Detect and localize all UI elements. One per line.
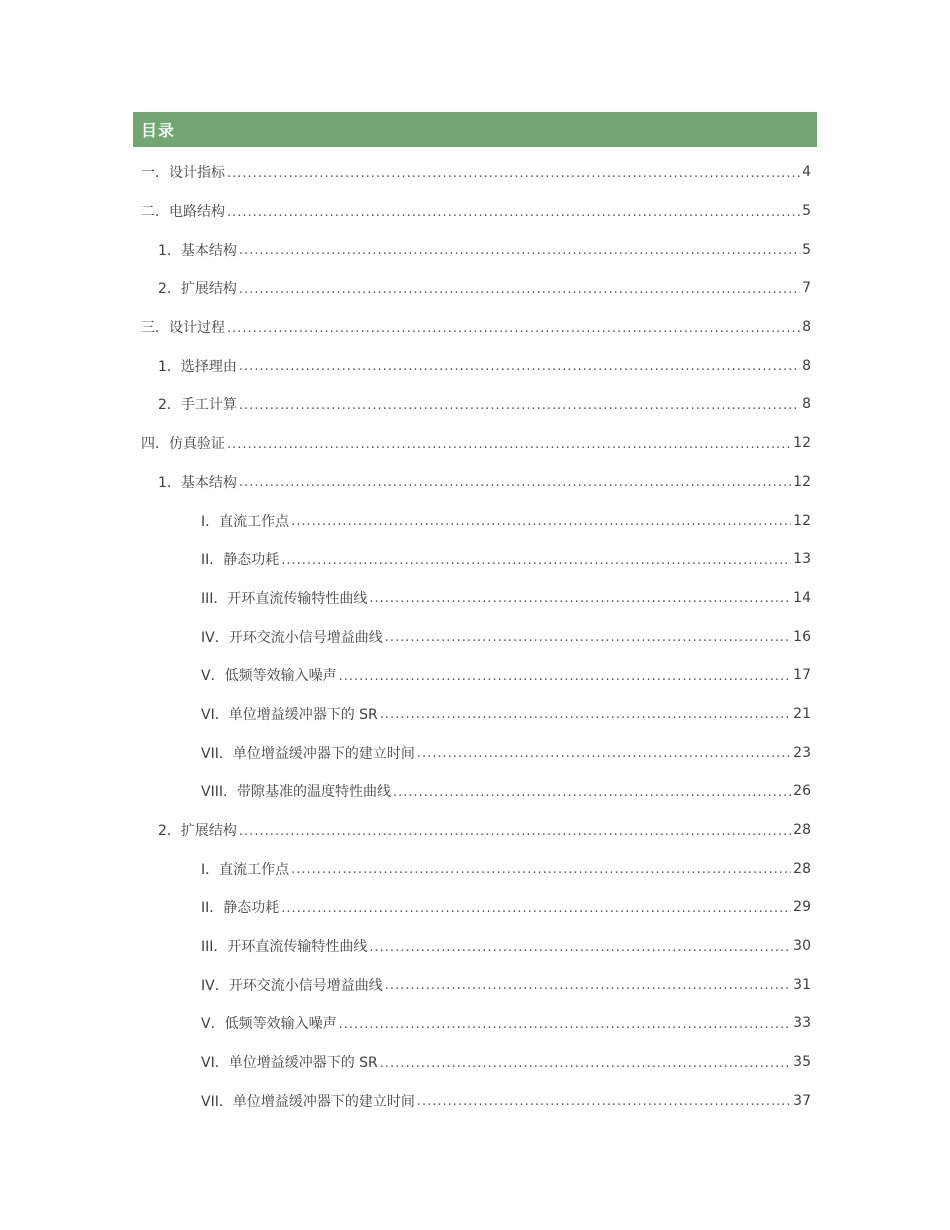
toc-entry-label: 四．仿真验证 [141,436,225,453]
toc-entry-label: 二．电路结构 [141,204,225,221]
toc-page-number: 31 [793,976,811,993]
toc-entry-label: 1．选择理由 [158,358,237,375]
toc-dot-leader [227,437,791,452]
toc-dot-leader [385,630,791,645]
toc-page-number: 17 [793,667,811,684]
toc-dot-leader [339,669,792,684]
toc-entry-label: II．静态功耗 [201,552,280,569]
toc-dot-leader [239,398,800,413]
toc-entry[interactable] [133,230,811,269]
toc-dot-leader [239,475,791,490]
toc-entry[interactable] [133,733,811,772]
toc-page-number: 12 [793,512,811,529]
toc-dot-leader [417,1094,791,1109]
toc-entry[interactable] [133,346,811,385]
toc-entry[interactable] [133,617,811,656]
toc-page-number: 13 [793,551,811,568]
toc-entry[interactable] [133,811,811,850]
toc-entry-label: VII．单位增益缓冲器下的建立时间 [201,745,415,762]
toc-dot-leader [380,707,791,722]
toc-entry[interactable] [133,772,811,811]
toc-page-number: 33 [793,1015,811,1032]
toc-page-number: 8 [802,319,811,336]
toc-entry[interactable] [133,308,811,347]
toc-entry[interactable] [133,424,811,463]
toc-dot-leader [281,901,791,916]
toc-dot-leader [380,1056,791,1071]
toc-entry-label: VIII．带隙基准的温度特性曲线 [201,784,391,801]
toc-header [133,112,817,147]
toc-dot-leader [227,321,800,336]
toc-entry-label: V．低频等效输入噪声 [201,668,337,685]
toc-list [133,153,811,1120]
toc-entry-label: III．开环直流传输特性曲线 [201,590,368,607]
toc-page-number: 5 [802,203,811,220]
toc-page-number: 26 [793,783,811,800]
toc-entry-label: III．开环直流传输特性曲线 [201,939,368,956]
toc-entry[interactable] [133,888,811,927]
toc-dot-leader [369,591,791,606]
toc-page-number: 12 [793,473,811,490]
toc-entry[interactable] [133,965,811,1004]
toc-entry-label: 1．基本结构 [158,474,237,491]
toc-page-number: 30 [793,938,811,955]
toc-entry-label: 2．手工计算 [158,397,237,414]
toc-page-number: 8 [802,357,811,374]
toc-page-number: 35 [793,1054,811,1071]
toc-entry-label: 2．扩展结构 [158,823,237,840]
toc-page-number: 7 [802,280,811,297]
toc-entry[interactable] [133,540,811,579]
toc-entry-label: I．直流工作点 [201,861,290,878]
toc-page-number: 12 [793,435,811,452]
toc-page-number: 5 [802,241,811,258]
toc-dot-leader [369,940,791,955]
toc-entry-label: V．低频等效输入噪声 [201,1016,337,1033]
toc-dot-leader [227,205,800,220]
toc-title: 目录 [141,121,176,140]
toc-dot-leader [385,978,791,993]
toc-entry[interactable] [133,153,811,192]
toc-entry-label: IV．开环交流小信号增益曲线 [201,629,383,646]
toc-entry-label: II．静态功耗 [201,900,280,917]
toc-entry[interactable] [133,1043,811,1082]
toc-page-number: 16 [793,628,811,645]
toc-entry[interactable] [133,385,811,424]
toc-entry[interactable] [133,269,811,308]
toc-page-number: 28 [793,822,811,839]
toc-page-number: 14 [793,589,811,606]
toc-entry-label: 2．扩展结构 [158,281,237,298]
toc-entry[interactable] [133,192,811,231]
toc-entry-label: 1．基本结构 [158,242,237,259]
toc-entry-label: 一．设计指标 [141,165,225,182]
toc-entry[interactable] [133,927,811,966]
toc-entry[interactable] [133,579,811,618]
toc-entry-label: VI．单位增益缓冲器下的 SR [201,706,378,723]
toc-entry-label: IV．开环交流小信号增益曲线 [201,977,383,994]
toc-dot-leader [339,1017,792,1032]
toc-entry[interactable] [133,656,811,695]
toc-entry[interactable] [133,849,811,888]
toc-dot-leader [291,514,791,529]
toc-dot-leader [393,785,791,800]
toc-page-number: 29 [793,899,811,916]
toc-entry[interactable] [133,1082,811,1121]
toc-entry-label: 三．设计过程 [141,320,225,337]
toc-dot-leader [291,862,791,877]
toc-page-number: 28 [793,860,811,877]
toc-page-number: 8 [802,396,811,413]
toc-dot-leader [239,243,800,258]
toc-dot-leader [417,746,791,761]
toc-dot-leader [239,824,791,839]
toc-entry[interactable] [133,501,811,540]
toc-entry-label: VII．单位增益缓冲器下的建立时间 [201,1093,415,1110]
toc-dot-leader [239,282,800,297]
toc-dot-leader [281,553,791,568]
toc-page-number: 37 [793,1092,811,1109]
toc-entry[interactable] [133,1004,811,1043]
toc-dot-leader [239,359,800,374]
toc-entry-label: VI．单位增益缓冲器下的 SR [201,1055,378,1072]
toc-page-number: 23 [793,744,811,761]
toc-entry-label: I．直流工作点 [201,513,290,530]
toc-page-number: 4 [802,164,811,181]
toc-entry[interactable] [133,695,811,734]
toc-page-number: 21 [793,705,811,722]
toc-dot-leader [227,166,800,181]
toc-entry[interactable] [133,463,811,502]
